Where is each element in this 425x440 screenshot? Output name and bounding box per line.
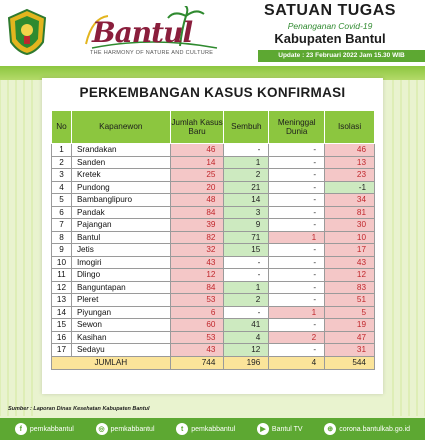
- row-no: 3: [52, 169, 72, 182]
- row-no: 5: [52, 194, 72, 207]
- row-no: 12: [52, 281, 72, 294]
- row-recovered: 9: [224, 219, 269, 232]
- row-isolation: 43: [325, 256, 375, 269]
- facebook-icon: f: [15, 423, 27, 435]
- table-row: [52, 306, 375, 319]
- row-isolation: 34: [325, 194, 375, 207]
- header-isolation: Isolasi: [325, 111, 375, 144]
- row-recovered: 2: [224, 169, 269, 182]
- row-no: 4: [52, 181, 72, 194]
- social-label: pemkabbantul: [110, 425, 155, 433]
- update-timestamp: Update : 23 Februari 2022 Jam 15.30 WIB: [258, 50, 425, 62]
- row-died: -: [269, 344, 325, 357]
- row-no: 14: [52, 306, 72, 319]
- row-recovered: 14: [224, 194, 269, 207]
- table-row: [52, 319, 375, 332]
- row-no: 15: [52, 319, 72, 332]
- row-isolation: 5: [325, 306, 375, 319]
- globe-icon: ⊕: [324, 423, 336, 435]
- row-isolation: 81: [325, 206, 375, 219]
- header-kapanewon: Kapanewon: [71, 111, 170, 144]
- row-isolation: 10: [325, 231, 375, 244]
- total-die: 4: [269, 356, 325, 369]
- row-died: -: [269, 256, 325, 269]
- row-isolation: 51: [325, 294, 375, 307]
- row-isolation: 83: [325, 281, 375, 294]
- row-died: 1: [269, 231, 325, 244]
- table-row: [52, 181, 375, 194]
- row-new-cases: 46: [170, 144, 224, 157]
- row-recovered: 12: [224, 344, 269, 357]
- row-no: 13: [52, 294, 72, 307]
- source-note: Sumber : Laporan Dinas Kesehatan Kabupaten Bantul: [8, 406, 150, 412]
- row-died: -: [269, 194, 325, 207]
- row-recovered: 41: [224, 319, 269, 332]
- row-new-cases: 39: [170, 219, 224, 232]
- table-row: [52, 231, 375, 244]
- table-row: [52, 269, 375, 282]
- row-died: -: [269, 294, 325, 307]
- row-no: 11: [52, 269, 72, 282]
- total-label: JUMLAH: [52, 356, 171, 369]
- row-isolation: 19: [325, 319, 375, 332]
- table-row: [52, 281, 375, 294]
- row-kapanewon: Sedayu: [71, 344, 170, 357]
- title-block: [240, 2, 420, 46]
- row-no: 2: [52, 156, 72, 169]
- bantul-logo: [82, 6, 232, 64]
- row-isolation: 46: [325, 144, 375, 157]
- row-kapanewon: Banguntapan: [71, 281, 170, 294]
- row-no: 10: [52, 256, 72, 269]
- row-kapanewon: Pandak: [71, 206, 170, 219]
- row-new-cases: 53: [170, 331, 224, 344]
- total-new: 744: [170, 356, 224, 369]
- row-new-cases: 43: [170, 344, 224, 357]
- row-kapanewon: Dlingo: [71, 269, 170, 282]
- row-no: 6: [52, 206, 72, 219]
- row-died: -: [269, 269, 325, 282]
- row-kapanewon: Sewon: [71, 319, 170, 332]
- social-link[interactable]: [324, 423, 410, 435]
- row-new-cases: 84: [170, 281, 224, 294]
- row-died: -: [269, 319, 325, 332]
- table-body: [52, 144, 375, 370]
- row-isolation: 23: [325, 169, 375, 182]
- table-header-row: [52, 111, 375, 144]
- row-recovered: 1: [224, 281, 269, 294]
- header: [0, 0, 425, 66]
- row-no: 8: [52, 231, 72, 244]
- row-isolation: -1: [325, 181, 375, 194]
- total-rec: 196: [224, 356, 269, 369]
- header-no: No: [52, 111, 72, 144]
- row-kapanewon: Imogiri: [71, 256, 170, 269]
- row-kapanewon: Pajangan: [71, 219, 170, 232]
- table-row: [52, 169, 375, 182]
- row-recovered: 1: [224, 156, 269, 169]
- row-isolation: 17: [325, 244, 375, 257]
- header-new-cases: Jumlah Kasus Baru: [170, 111, 224, 144]
- row-recovered: 2: [224, 294, 269, 307]
- row-no: 7: [52, 219, 72, 232]
- table-row: [52, 156, 375, 169]
- row-kapanewon: Pleret: [71, 294, 170, 307]
- cases-card: [42, 78, 383, 394]
- footer-social-bar: [0, 418, 425, 440]
- row-died: -: [269, 181, 325, 194]
- row-recovered: 15: [224, 244, 269, 257]
- row-died: -: [269, 281, 325, 294]
- cases-table: [51, 110, 375, 370]
- table-total-row: [52, 356, 375, 369]
- row-died: -: [269, 206, 325, 219]
- table-row: [52, 294, 375, 307]
- card-title: PERKEMBANGAN KASUS KONFIRMASI: [79, 85, 346, 100]
- social-link[interactable]: [257, 423, 303, 435]
- row-new-cases: 14: [170, 156, 224, 169]
- social-label: pemkabbantul: [191, 425, 236, 433]
- row-isolation: 47: [325, 331, 375, 344]
- row-new-cases: 25: [170, 169, 224, 182]
- row-recovered: 71: [224, 231, 269, 244]
- row-died: 2: [269, 331, 325, 344]
- row-kapanewon: Jetis: [71, 244, 170, 257]
- youtube-icon: ▶: [257, 423, 269, 435]
- total-iso: 544: [325, 356, 375, 369]
- row-new-cases: 6: [170, 306, 224, 319]
- social-label: pemkabbantul: [29, 425, 74, 433]
- row-no: 16: [52, 331, 72, 344]
- table-row: [52, 144, 375, 157]
- region-name: Kabupaten Bantul: [274, 31, 386, 46]
- row-died: -: [269, 244, 325, 257]
- social-link[interactable]: [15, 423, 74, 435]
- row-kapanewon: Srandakan: [71, 144, 170, 157]
- row-recovered: 21: [224, 181, 269, 194]
- row-recovered: -: [224, 269, 269, 282]
- page-subtitle: Penanganan Covid-19: [287, 21, 373, 31]
- row-died: -: [269, 219, 325, 232]
- social-label: Bantul TV: [271, 425, 303, 433]
- row-isolation: 31: [325, 344, 375, 357]
- row-new-cases: 20: [170, 181, 224, 194]
- row-kapanewon: Kretek: [71, 169, 170, 182]
- row-recovered: -: [224, 306, 269, 319]
- row-new-cases: 60: [170, 319, 224, 332]
- header-died: Meninggal Dunia: [269, 111, 325, 144]
- row-new-cases: 48: [170, 194, 224, 207]
- header-recovered: Sembuh: [224, 111, 269, 144]
- row-isolation: 30: [325, 219, 375, 232]
- instagram-icon: ◎: [96, 423, 108, 435]
- row-no: 1: [52, 144, 72, 157]
- logo-wordmark: Bantul: [92, 16, 193, 49]
- logo-tagline: THE HARMONY OF NATURE AND CULTURE: [90, 50, 214, 56]
- row-died: -: [269, 169, 325, 182]
- table-row: [52, 331, 375, 344]
- row-isolation: 12: [325, 269, 375, 282]
- regency-emblem-icon: [6, 8, 48, 56]
- row-new-cases: 84: [170, 206, 224, 219]
- row-died: -: [269, 156, 325, 169]
- row-new-cases: 82: [170, 231, 224, 244]
- row-kapanewon: Bambanglipuro: [71, 194, 170, 207]
- row-kapanewon: Kasihan: [71, 331, 170, 344]
- row-no: 17: [52, 344, 72, 357]
- row-kapanewon: Bantul: [71, 231, 170, 244]
- row-kapanewon: Sanden: [71, 156, 170, 169]
- row-recovered: -: [224, 144, 269, 157]
- row-died: 1: [269, 306, 325, 319]
- row-kapanewon: Pundong: [71, 181, 170, 194]
- table-row: [52, 344, 375, 357]
- table-row: [52, 219, 375, 232]
- row-isolation: 13: [325, 156, 375, 169]
- row-new-cases: 32: [170, 244, 224, 257]
- row-died: -: [269, 144, 325, 157]
- social-link[interactable]: [96, 423, 155, 435]
- social-label: corona.bantulkab.go.id: [339, 425, 411, 433]
- row-new-cases: 43: [170, 256, 224, 269]
- row-no: 9: [52, 244, 72, 257]
- page-title: SATUAN TUGAS: [264, 2, 396, 19]
- row-recovered: 4: [224, 331, 269, 344]
- row-kapanewon: Piyungan: [71, 306, 170, 319]
- table-row: [52, 194, 375, 207]
- social-link[interactable]: [176, 423, 235, 435]
- row-new-cases: 53: [170, 294, 224, 307]
- table-row: [52, 206, 375, 219]
- twitter-icon: t: [176, 423, 188, 435]
- table-row: [52, 244, 375, 257]
- row-recovered: -: [224, 256, 269, 269]
- table-row: [52, 256, 375, 269]
- row-new-cases: 12: [170, 269, 224, 282]
- row-recovered: 3: [224, 206, 269, 219]
